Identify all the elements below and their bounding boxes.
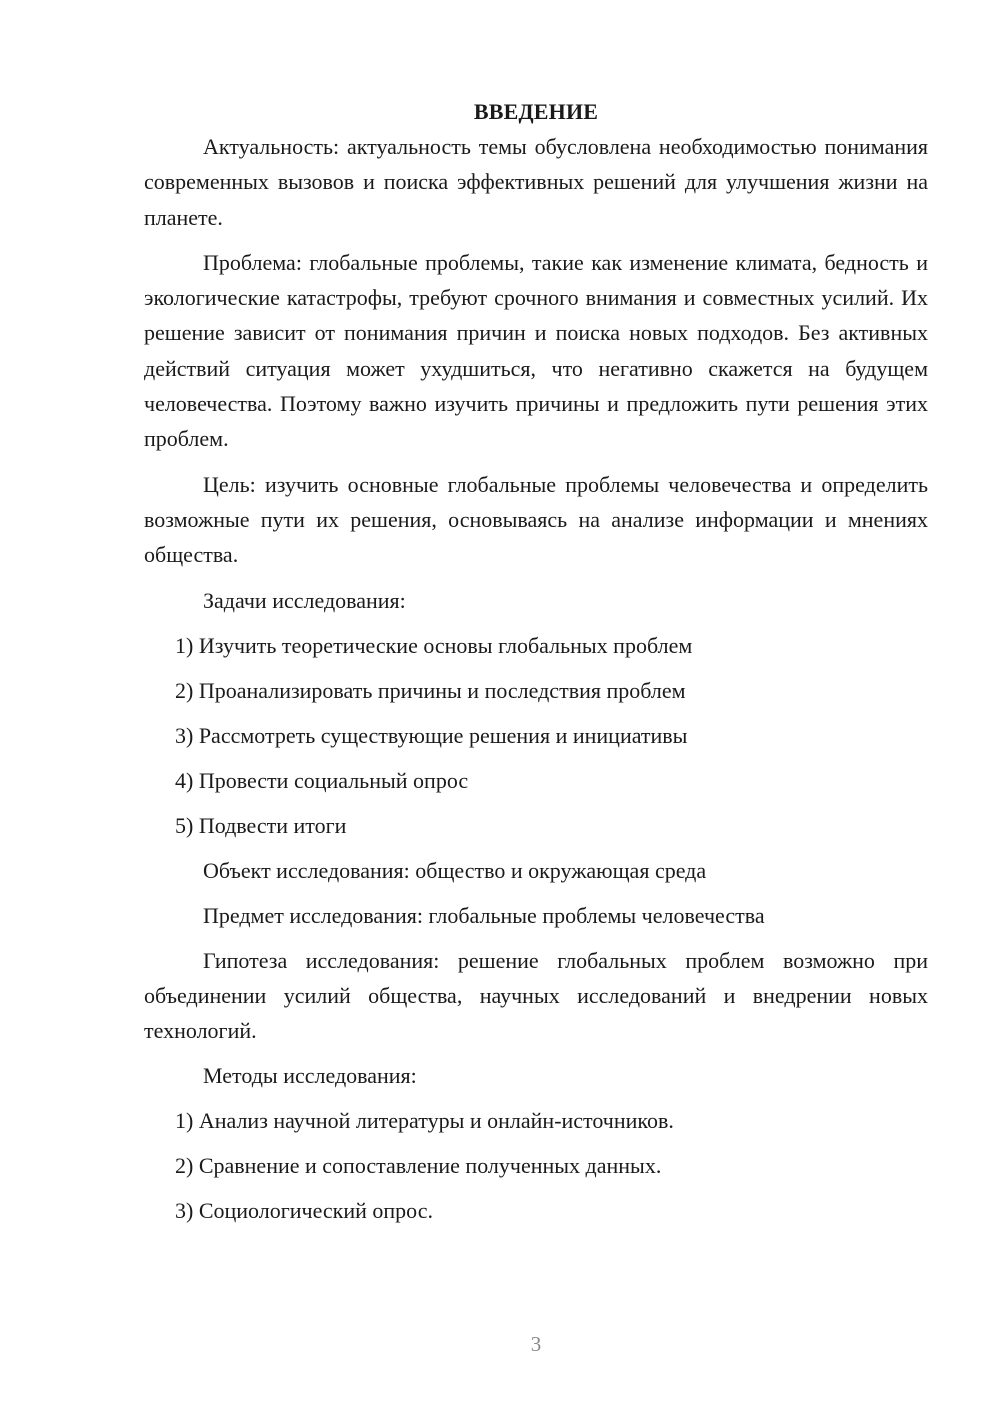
goal-paragraph: Цель: изучить основные глобальные проблемы человечества и определить возможные пути их решения, основываясь на анализе информации и мнениях общества.	[144, 471, 928, 568]
task-item: 2) Проанализировать причины и последствия проблем	[175, 677, 686, 703]
object-line: Объект исследования: общество и окружающая среда	[203, 857, 707, 883]
document-body	[144, 94, 928, 1228]
tasks-title: Задачи исследования:	[203, 587, 406, 613]
methods-title: Методы исследования:	[203, 1063, 417, 1089]
hypothesis-paragraph: Гипотеза исследования: решение глобальных проблем возможно при объединении усилий общества, научных исследований и внедрении новых технологий.	[144, 947, 928, 1044]
subject-line: Предмет исследования: глобальные проблемы человечества	[203, 902, 765, 928]
problem-paragraph: Проблема: глобальные проблемы, такие как изменение климата, бедность и экологические катастрофы, требуют срочного внимания и совместных усилий. Их решение зависит от понимания причин и поиска новых подходов. Без активных действий ситуация может ухудшиться, что негативно скажется на будущем человечества. Поэтому важно изучить причины и предложить пути решения этих проблем.	[144, 249, 928, 452]
task-item: 4) Провести социальный опрос	[175, 767, 469, 793]
relevance-paragraph: Актуальность: актуальность темы обусловлена необходимостью понимания современных вызовов и поиска эффективных решений для улучшения жизни на планете.	[144, 134, 928, 230]
section-heading: ВВЕДЕНИЕ	[473, 99, 599, 124]
task-item: 5) Подвести итоги	[175, 812, 347, 838]
task-item: 3) Рассмотреть существующие решения и инициативы	[175, 722, 688, 748]
method-item: 1) Анализ научной литературы и онлайн-источников.	[175, 1108, 674, 1134]
method-item: 3) Социологический опрос.	[175, 1198, 433, 1224]
method-item: 2) Сравнение и сопоставление полученных данных.	[175, 1153, 662, 1179]
task-item: 1) Изучить теоретические основы глобальных проблем	[175, 632, 693, 658]
page-number: 3	[530, 1332, 542, 1356]
